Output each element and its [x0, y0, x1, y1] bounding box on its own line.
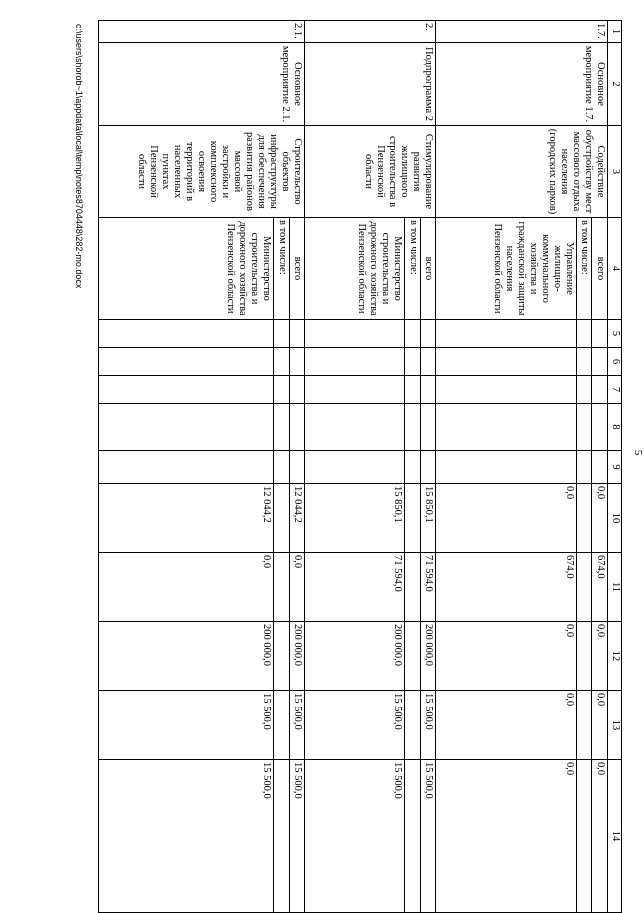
- value-cell: 0,0: [436, 691, 576, 760]
- value-cell: 0,0: [592, 622, 607, 691]
- col-header: 1: [607, 21, 621, 43]
- col-header: 14: [607, 760, 621, 913]
- value-cell: 15 500,0: [305, 691, 405, 760]
- col-header: 10: [607, 484, 621, 553]
- row-description: Строительство объектов инфраструктуры для обеспечения развития районов массовой застройки и комплексного освоения территорий в населенных пунктах Пензенской области: [99, 126, 305, 218]
- col-header: 4: [607, 218, 621, 320]
- row-number: 2.1.: [99, 21, 305, 43]
- row-description: Содействие обустройству мест массового отдыха населения (городских парков): [436, 126, 607, 218]
- value-cell: 0,0: [289, 553, 304, 622]
- value-cell: 200 000,0: [289, 622, 304, 691]
- value-cell: 0,0: [436, 760, 576, 913]
- table-row: [289, 21, 304, 913]
- value-cell: 15 850,1: [305, 484, 405, 553]
- page-number: 5: [632, 449, 644, 456]
- file-path-footer: c:\users\shorob~1\appdata\local\temp\notes8704448\282-mo.docx: [74, 24, 84, 289]
- row-number: 1.7.: [436, 21, 607, 43]
- value-cell: 15 500,0: [420, 760, 435, 913]
- col-header: 13: [607, 691, 621, 760]
- col-header: 11: [607, 553, 621, 622]
- value-cell: 15 500,0: [305, 760, 405, 913]
- value-cell: 71 594,0: [420, 553, 435, 622]
- row-description: Стимулирование развития жилищного строительства в Пензенской области: [305, 126, 436, 218]
- value-cell: 15 500,0: [289, 691, 304, 760]
- value-cell: 15 500,0: [99, 691, 274, 760]
- including-label: в том числе:: [274, 218, 289, 320]
- value-cell: 15 500,0: [420, 691, 435, 760]
- row-name: Подпрограмма 2: [305, 43, 436, 126]
- total-label: всего: [592, 218, 607, 320]
- executor-cell: Министерство строительства и дорожного хозяйства Пензенской области: [305, 218, 405, 320]
- col-header: 7: [607, 376, 621, 404]
- value-cell: 71 594,0: [305, 553, 405, 622]
- value-cell: 200 000,0: [99, 622, 274, 691]
- including-label: в том числе:: [405, 218, 420, 320]
- value-cell: 0,0: [592, 484, 607, 553]
- value-cell: 0,0: [99, 553, 274, 622]
- executor-cell: Министерство строительства и дорожного хозяйства Пензенской области: [99, 218, 274, 320]
- table-row: [420, 21, 435, 913]
- value-cell: 0,0: [436, 622, 576, 691]
- program-table: [98, 20, 622, 913]
- value-cell: 12 044,2: [289, 484, 304, 553]
- including-label: в том числе:: [576, 218, 591, 320]
- col-header: 9: [607, 451, 621, 484]
- value-cell: 0,0: [592, 691, 607, 760]
- value-cell: 12 044,2: [99, 484, 274, 553]
- total-label: всего: [289, 218, 304, 320]
- header-row: [607, 21, 621, 913]
- col-header: 6: [607, 348, 621, 376]
- col-header: 8: [607, 404, 621, 451]
- value-cell: 674,0: [592, 553, 607, 622]
- table-row: [592, 21, 607, 913]
- value-cell: 0,0: [592, 760, 607, 913]
- value-cell: 0,0: [436, 484, 576, 553]
- value-cell: 674,0: [436, 553, 576, 622]
- value-cell: 15 500,0: [99, 760, 274, 913]
- row-name: Основное мероприятие 1.7.: [436, 43, 607, 126]
- col-header: 3: [607, 126, 621, 218]
- row-number: 2.: [305, 21, 436, 43]
- executor-cell: Управление жилищно-коммунального хозяйства и гражданской защиты населения Пензенской области: [436, 218, 576, 320]
- row-name: Основное мероприятие 2.1.: [99, 43, 305, 126]
- col-header: 12: [607, 622, 621, 691]
- value-cell: 200 000,0: [305, 622, 405, 691]
- col-header: 5: [607, 320, 621, 348]
- value-cell: 200 000,0: [420, 622, 435, 691]
- value-cell: 15 500,0: [289, 760, 304, 913]
- value-cell: 15 850,1: [420, 484, 435, 553]
- total-label: всего: [420, 218, 435, 320]
- col-header: 2: [607, 43, 621, 126]
